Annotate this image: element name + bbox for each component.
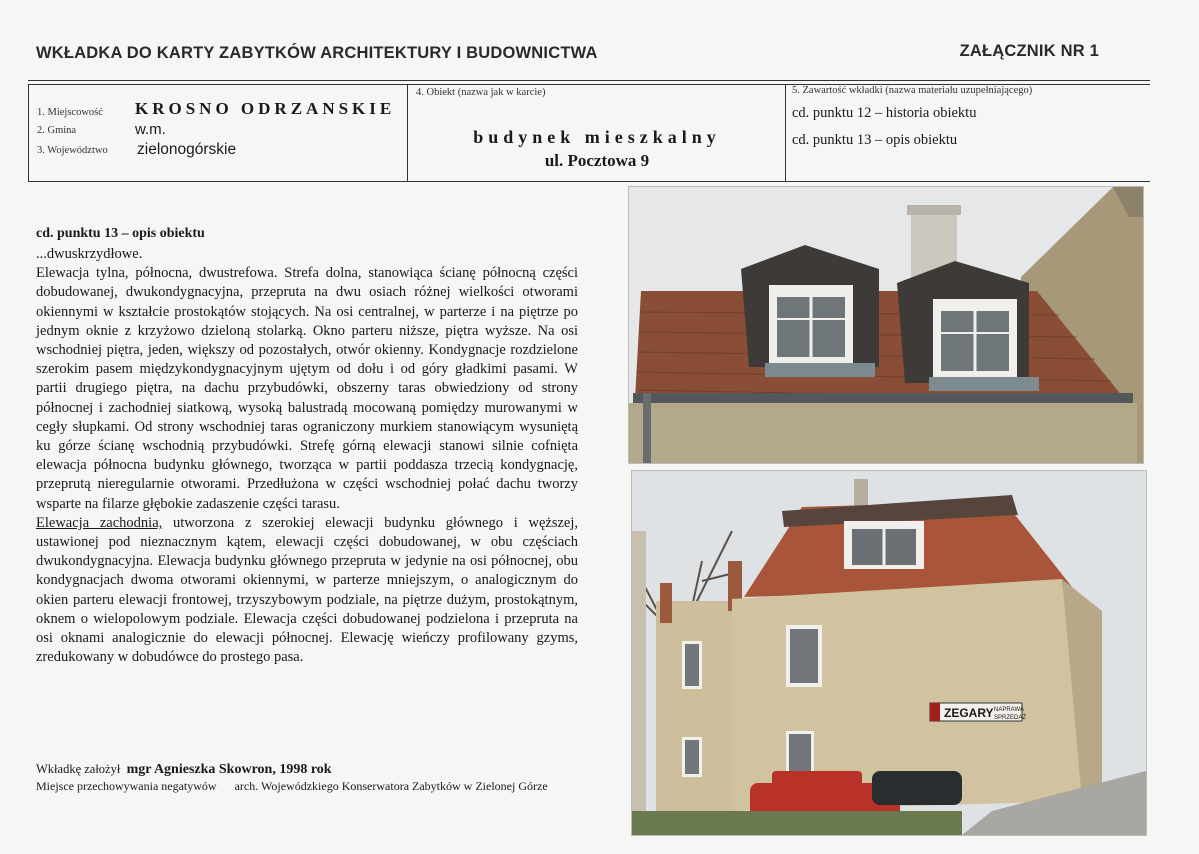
object-address: ul. Pocztowa 9 [544,151,650,170]
author-name: mgr Agnieszka Skowron, 1998 rok [126,762,332,777]
section-heading: cd. punktu 13 – opis obiektu [36,226,205,241]
wojewodztwo-value: zielonogórskie [137,141,237,158]
location-cell [29,85,407,181]
top-rule [28,80,1150,81]
annex-number: ZAŁĄCZNIK NR 1 [959,42,1099,60]
label-zawartosc: 5. Zawartość wkładki (nazwa materiału uzupełniającego) [792,85,1033,96]
label-gmina: 2. Gmina [37,125,77,136]
negatives-place: arch. Wojewódzkiego Konserwatora Zabytków w Zielonej Górze [234,779,548,793]
place-name: KROSNO ODRZANSKIE [135,99,396,118]
shop-sign-sub2: SPRZEDAŻ [994,715,1027,721]
object-cell [408,85,786,181]
label-miejscowosc: 1. Miejscowość [37,107,103,118]
description-text [36,245,578,667]
info-table [28,84,1150,182]
paragraph-west [36,514,578,668]
negatives-label: Miejsce przechowywania negatywów [36,779,217,793]
photo-building-west [631,470,1147,836]
contents-item-1: cd. punktu 12 – historia obiektu [792,105,977,121]
contents-cell [786,85,1151,181]
document-title: WKŁADKA DO KARTY ZABYTKÓW ARCHITEKTURY I BUDOWNICTWA [36,44,598,62]
west-heading: Elewacja zachodnia, [36,514,163,531]
shop-sign-sub1: NAPRAWA [994,707,1024,713]
contents-item-2: cd. punktu 13 – opis obiektu [792,132,958,148]
west-text: utworzona z szerokiej elewacji budynku głównego i węższej, ustawionej pod nieznacznym kątem, elewacji części dobudowanej, w obu częściach dwukondygnacyjna. Elewacja budynku głównego przepruta w jedynie na osi północnej, obu kondygnacjach dwoma otworami okiennymi, w parterze mniejszym, o analogicznym do okien parteru elewacji frontowej, trzyszybowym podziale, na piętrze dużym, prostokątnym, oknem o wielopolowym podziale. Elewacja części dobudowanej podzielona i przepruta na osi oknami analogicznie do elewacji północnej. Elewację wieńczy profilowany gzyms, zredukowany w dobudówce do prostego pasa. [36,514,579,666]
photo-roof-dormers [628,186,1144,464]
paragraph-north: Elewacja tylna, północna, dwustrefowa. Strefa dolna, stanowiąca ścianę północną części dobudowanej, dwukondygnacyjna, przepruta na dwu osiach różnej wielkości otworami okiennymi w kształcie prostokątów stojących. Na osi centralnej, w parterze i na piętrze po jednym oknie z krzyżowo dzieloną stolarką. Okno parteru niższe, piętra wyższe. Na osi wschodniej piętra, jeden, większy od pozostałych, otwór okienny. Kondygnacje rozdzielone szerokim pasem międzykondygnacyjnym ujętym od dołu i od góry gładkimi pasami. W partii drugiego piętra, na dachu przybudówki, obszerny taras obwiedziony od strony północnej i zachodniej siatkową, wysoką balustradą mocowaną pomiędzy murowanymi w cegły słupkami. Od strony wschodniej taras ograniczony murkiem stanowiącym wysuniętą ku górze ścianę wschodnią przybudówki. Strefę górną elewacji stanowi silnie cofnięta elewacja północna budynku głównego, tworząca w partii poddasza trzecią kondygnację, przeprutą nieregularnie otworami. Przedłużona w części wschodniej połać dachu tworzy wsparte na filarze głębokie zadaszenie części tarasu. [36,265,578,512]
author-label: Wkładkę założył [36,762,121,776]
negatives-line [36,779,548,794]
label-wojewodztwo: 3. Województwo [37,145,108,156]
object-name: budynek mieszkalny [473,127,721,147]
lead-line: ...dwuskrzydłowe. [36,246,143,262]
shop-sign-text: ZEGARY [944,706,994,720]
author-line [36,762,332,778]
gmina-value: w.m. [135,121,166,138]
label-obiekt: 4. Obiekt (nazwa jak w karcie) [416,87,546,98]
